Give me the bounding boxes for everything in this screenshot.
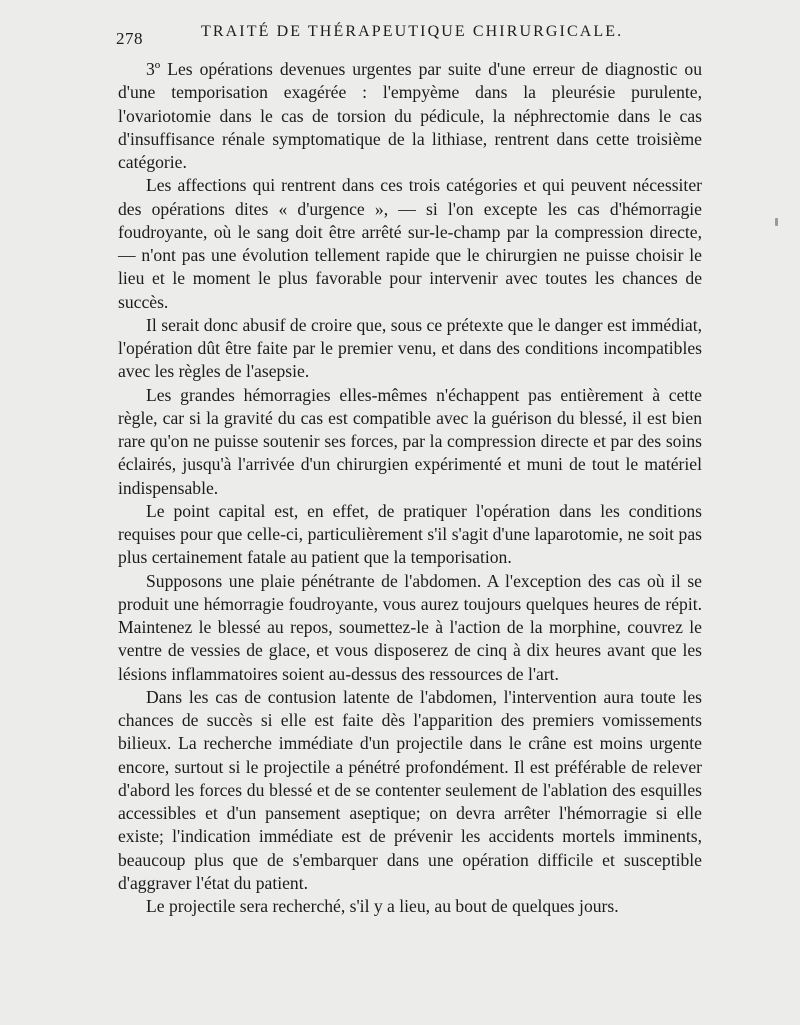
paragraph: Il serait donc abusif de croire que, sous ce prétexte que le danger est immédiat, l'opération dût être faite par le premier venu, et dans des conditions incompatibles avec les règles de l'asepsie. bbox=[118, 314, 702, 382]
paragraph: 3º Les opérations devenues urgentes par suite d'une erreur de diagnostic ou d'une temporisation exagérée : l'empyème dans la pleurésie purulente, l'ovariotomie dans le cas de torsion du pédicule, la néphrectomie dans le cas d'insuffisance rénale symptomatique de la lithiase, rentrent dans cette troisième catégorie. bbox=[118, 59, 702, 172]
paragraph: Dans les cas de contusion latente de l'abdomen, l'intervention aura toute les chances de succès si elle est faite dès l'apparition des premiers vomissements bilieux. La recherche immédiate d'un projectile dans le crâne est moins urgente encore, surtout si le projectile a pénétré profondément. Il est préférable de relever d'abord les forces du blessé et de se contenter seulement de l'ablation des esquilles accessibles et d'un pansement aseptique; on devra arrêter l'hémorragie si elle existe; l'indication immédiate est de prévenir les accidents mortels imminents, beaucoup plus que de s'embarquer dans une opération difficile et susceptible d'aggraver l'état du patient. bbox=[118, 686, 702, 893]
running-head: TRAITÉ DE THÉRAPEUTIQUE CHIRURGICALE. bbox=[201, 23, 624, 40]
page-number: 278 bbox=[116, 29, 143, 48]
paragraph: Le point capital est, en effet, de pratiquer l'opération dans les conditions requises pour que celle-ci, particulièrement s'il s'agit d'une laparotomie, ne soit pas plus certainement fatale au patient que la temporisation. bbox=[118, 500, 702, 568]
margin-mark bbox=[775, 218, 778, 226]
paragraph: Le projectile sera recherché, s'il y a lieu, au bout de quelques jours. bbox=[146, 896, 619, 916]
paragraph: Supposons une plaie pénétrante de l'abdomen. A l'exception des cas où il se produit une hémorragie foudroyante, vous aurez toujours quelques heures de répit. Maintenez le blessé au repos, soumettez-le à l'action de la morphine, couvrez le ventre de vessies de glace, et vous disposerez de cinq à dix heures avant que les lésions inflammatoires soient au-dessus des ressources de l'art. bbox=[118, 570, 702, 684]
paragraph: Les affections qui rentrent dans ces trois catégories et qui peuvent nécessiter des opérations dites « d'urgence », — si l'on excepte les cas d'hémorragie foudroyante, où le sang doit être arrêté sur-le-champ par la compression directe, — n'ont pas une évolution tellement rapide que le chirurgien ne puisse choisir le lieu et le moment le plus favorable pour intervenir avec toutes les chances de succès. bbox=[118, 175, 702, 312]
page-header bbox=[0, 16, 800, 46]
paragraph: Les grandes hémorragies elles-mêmes n'échappent pas entièrement à cette règle, car si la gravité du cas est compatible avec la guérison du blessé, il est bien rare qu'on ne puisse soutenir ses forces, par la compression directe et par des soins éclairés, jusqu'à l'arrivée d'un chirurgien expérimenté et muni de tout le matériel indispensable. bbox=[118, 384, 702, 498]
body-text bbox=[118, 58, 702, 918]
